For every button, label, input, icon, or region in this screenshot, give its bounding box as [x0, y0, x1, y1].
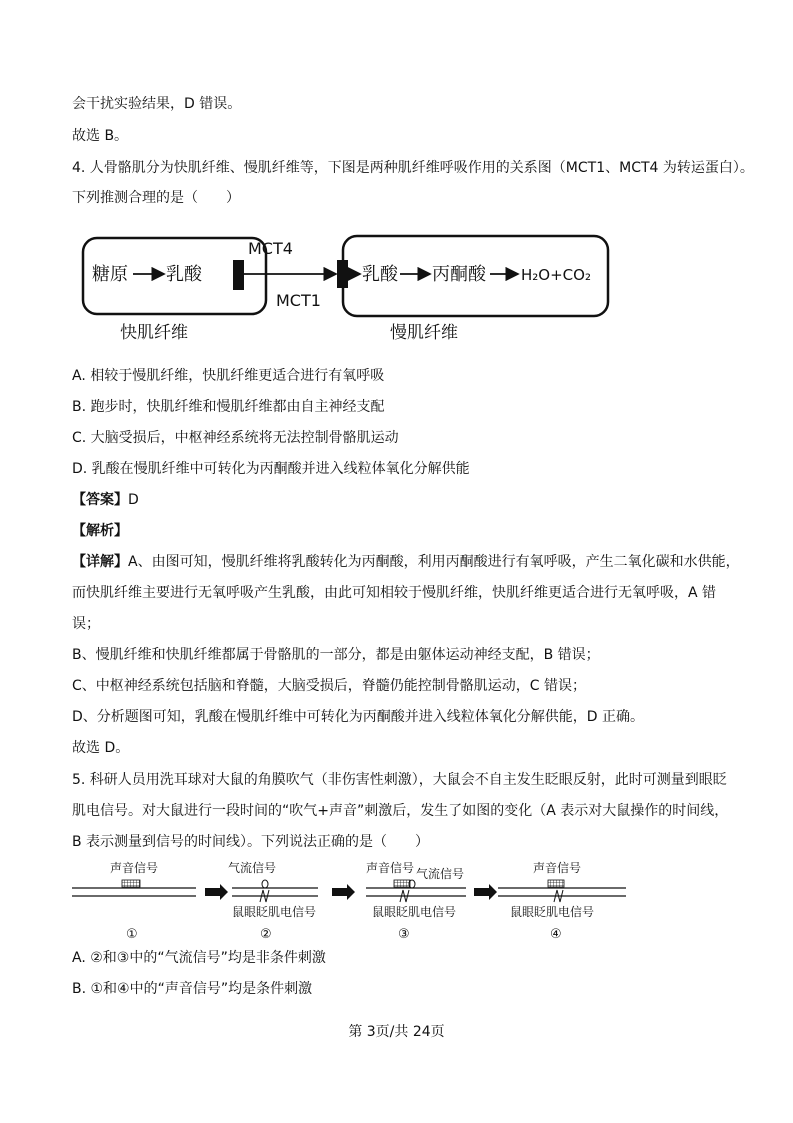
panel3-label: ③: [398, 927, 410, 942]
q5-stem-line1: 5. 科研人员用洗耳球对大鼠的角膜吹气（非伤害性刺激），大鼠会不自主发生眨眼反射，此时可测量到眼眨: [72, 772, 727, 788]
q5-option-a: A. ②和③中的“气流信号”均是非条件刺激: [72, 950, 326, 966]
pyruvate-label: 丙酮酸: [432, 264, 486, 285]
q4-detail-line3: 误；: [72, 616, 100, 632]
emg-signal: [260, 890, 269, 902]
detail-tag: 【详解】: [72, 554, 128, 570]
sound-marker: [122, 880, 140, 887]
q5-conditioning-diagram: [70, 858, 630, 946]
q4-conclusion: 故选 D。: [72, 740, 130, 756]
panel2-emg-label: 鼠眼眨肌电信号: [232, 905, 317, 919]
prev-conclusion: 故选 B。: [72, 128, 129, 144]
panel4-label: ④: [550, 927, 562, 942]
panel3-air-label: 气流信号: [416, 867, 465, 881]
panel4-sound-label: 声音信号: [533, 861, 582, 875]
q4-detail-line4: B、慢肌纤维和快肌纤维都属于骨骼肌的一部分，都是由躯体运动神经支配，B 错误；: [72, 647, 600, 663]
answer-tag: 【答案】: [72, 492, 128, 508]
answer-value: D: [128, 492, 139, 508]
q4-option-b: B. 跑步时，快肌纤维和慢肌纤维都由自主神经支配: [72, 399, 385, 415]
mct1-transporter: [337, 260, 348, 288]
panel3-emg-label: 鼠眼眨肌电信号: [372, 905, 457, 919]
prev-explanation-end: 会干扰实验结果，D 错误。: [72, 96, 242, 112]
q4-respiration-diagram: [78, 230, 618, 345]
mct1-label: MCT1: [276, 291, 321, 310]
q4-answer: [72, 490, 139, 510]
panel-1: [72, 860, 196, 942]
air-marker: [262, 880, 268, 888]
q4-option-a: A. 相较于慢肌纤维，快肌纤维更适合进行有氧呼吸: [72, 368, 385, 384]
panel-2: [228, 860, 318, 942]
panel2-air-label: 气流信号: [228, 861, 277, 875]
mct4-label: MCT4: [248, 239, 293, 258]
arrow-3-4: [474, 884, 497, 900]
panel4-emg-label: 鼠眼眨肌电信号: [510, 905, 595, 919]
q4-option-c: C. 大脑受损后，中枢神经系统将无法控制骨骼肌运动: [72, 430, 399, 446]
q5-stem-line3: B 表示测量到信号的时间线）。下列说法正确的是（ ）: [72, 834, 430, 850]
slow-fiber-caption: 慢肌纤维: [390, 323, 458, 343]
q4-stem-line1: 4. 人骨骼肌分为快肌纤维、慢肌纤维等，下图是两种肌纤维呼吸作用的关系图（MCT1、MCT4 为转运蛋白）。: [72, 160, 754, 176]
arrow-2-3: [332, 884, 355, 900]
panel-4: [498, 860, 626, 942]
q5-stem-line2: 肌电信号。对大鼠进行一段时间的“吹气+声音”刺激后，发生了如图的变化（A 表示对大鼠操作的时间线，: [72, 803, 729, 819]
glycogen-label: 糖原: [92, 264, 128, 285]
slow-lactate-label: 乳酸: [362, 264, 398, 285]
q4-detail-line1: 【详解】A、由图可知，慢肌纤维将乳酸转化为丙酮酸，利用丙酮酸进行有氧呼吸，产生二氧化碳和水供能，: [72, 554, 740, 570]
h2o-co2-label: H₂O+CO₂: [521, 266, 591, 284]
arrow-1-2: [205, 884, 228, 900]
q4-analysis-tag: 【解析】: [72, 523, 128, 539]
mct4-transporter: [233, 260, 244, 290]
fast-lactate-label: 乳酸: [166, 264, 202, 285]
fast-fiber-caption: 快肌纤维: [120, 323, 188, 343]
panel1-sound-label: 声音信号: [110, 861, 159, 875]
q4-detail-line2: 而快肌纤维主要进行无氧呼吸产生乳酸，由此可知相较于慢肌纤维，快肌纤维更适合进行无氧呼吸，A 错: [72, 585, 717, 601]
q5-option-b: B. ①和④中的“声音信号”均是条件刺激: [72, 981, 313, 997]
q4-stem-line2: 下列推测合理的是（ ）: [72, 190, 240, 206]
q4-option-d: D. 乳酸在慢肌纤维中可转化为丙酮酸并进入线粒体氧化分解供能: [72, 461, 470, 477]
panel2-label: ②: [260, 927, 272, 942]
panel-3: [366, 860, 466, 942]
panel3-sound-label: 声音信号: [366, 861, 415, 875]
panel1-label: ①: [126, 927, 138, 942]
q4-detail-line6: D、分析题图可知，乳酸在慢肌纤维中可转化为丙酮酸并进入线粒体氧化分解供能，D 正确。: [72, 709, 645, 725]
q4-detail-line5: C、中枢神经系统包括脑和脊髓，大脑受损后，脊髓仍能控制骨骼肌运动，C 错误；: [72, 678, 586, 694]
page-number: 第 3页/共 24页: [348, 1024, 445, 1040]
